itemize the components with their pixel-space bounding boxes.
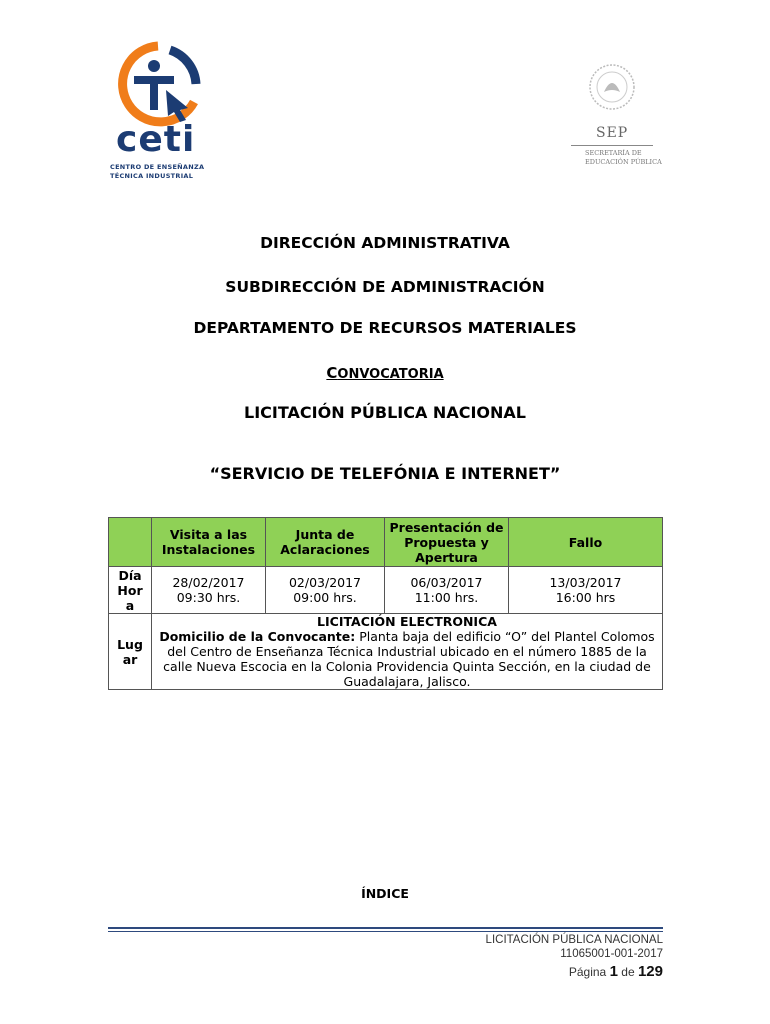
convocatoria-initial: C [326,364,338,382]
mexico-seal-icon [588,62,636,112]
heading-convocatoria [0,364,770,382]
header-presentacion: Presentación de Propuesta y Apertura [385,518,509,567]
lugar-title: LICITACIÓN ELECTRONICA [317,614,497,629]
heading-servicio: “SERVICIO DE TELEFÓNIA E INTERNET” [209,464,561,483]
ceti-subtitle-line1: CENTRO DE ENSEÑANZA [110,163,205,171]
cell-time: 09:30 hrs. [176,590,241,605]
ceti-subtitle-line2: TÉCNICA INDUSTRIAL [110,172,194,180]
schedule-table [108,517,663,690]
footer-rule [108,927,663,929]
cell-junta [266,567,385,614]
convocatoria-rest: ONVOCATORIA [337,367,444,382]
sep-logo-text: SEP [596,125,629,141]
footer-rule-thin [108,931,663,932]
header-visita: Visita a las Instalaciones [152,518,266,567]
header-fallo: Fallo [509,518,663,567]
table-header-row [109,518,663,567]
header-empty-cell [109,518,152,567]
sep-subtitle-line2: EDUCACIÓN PÚBLICA [585,158,662,166]
footer-page-number [569,963,663,980]
lugar-text: Planta baja del edificio “O” del Plantel Colomos del Centro de Enseñanza Técnica Industrial ubicado en el número 1885 de la calle Nueva Escocia en la Colonia Providencia Quinta Sección, en la ciudad de Guadalajara, Jalisco. [163,629,655,689]
heading-subdireccion: SUBDIRECCIÓN DE ADMINISTRACIÓN [225,278,545,296]
cell-time: 16:00 hrs [555,590,616,605]
sep-subtitle-line1: SECRETARÍA DE [585,149,642,157]
cell-date: 13/03/2017 [549,575,622,590]
cell-visita [152,567,266,614]
cell-date: 06/03/2017 [410,575,483,590]
cell-lugar [152,614,663,690]
cell-date: 02/03/2017 [288,575,362,590]
sep-logo-subtitle [585,149,662,167]
page-current: 1 [609,963,618,980]
table-row-lugar [109,614,663,690]
lugar-label: Domicilio de la Convocante: [159,629,356,644]
footer-code: 11065001-001-2017 [560,948,663,960]
page-total: 129 [637,963,663,980]
page-of-word: de [621,965,635,979]
page-word: Página [568,965,607,979]
footer-title: LICITACIÓN PÚBLICA NACIONAL [485,934,663,946]
cell-date: 28/02/2017 [172,575,245,590]
cell-presentacion [385,567,509,614]
table-row-dia-hora [109,567,663,614]
cell-time: 09:00 hrs. [293,590,357,605]
heading-licitacion: LICITACIÓN PÚBLICA NACIONAL [244,403,526,422]
heading-direccion: DIRECCIÓN ADMINISTRATIVA [260,234,510,252]
lugar-address [156,629,658,689]
cell-fallo [509,567,663,614]
sep-divider [571,145,653,146]
cell-time: 11:00 hrs. [414,590,479,605]
ceti-logo-text: ceti [116,119,196,160]
indice-heading: ÍNDICE [361,886,409,901]
heading-departamento: DEPARTAMENTO DE RECURSOS MATERIALES [193,319,577,337]
header-junta: Junta de Aclaraciones [266,518,385,567]
row-label-dia-hora: Día Hor a [109,567,152,614]
ceti-logo-subtitle [110,163,204,181]
row-label-lugar: Lug ar [109,614,152,690]
